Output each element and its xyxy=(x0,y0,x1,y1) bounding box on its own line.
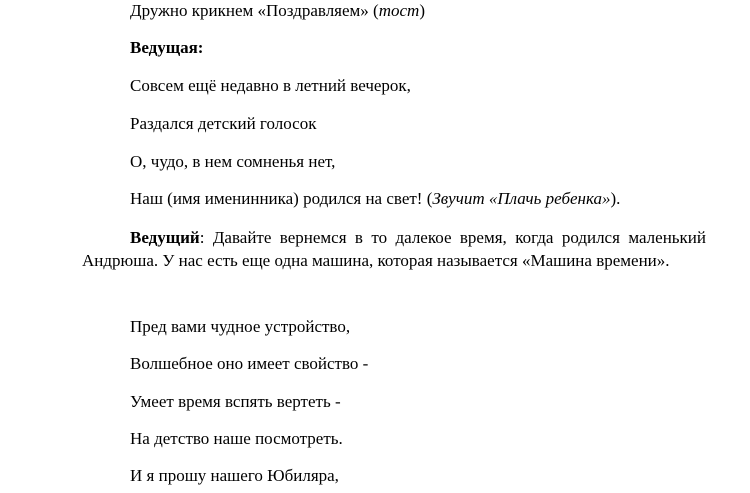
verse-line: Волшебное оно имеет свойство - xyxy=(130,354,369,373)
stage-direction: Звучит «Плачь ребенка» xyxy=(432,189,611,208)
poem-line: Раздался детский голосок xyxy=(130,114,317,133)
speaker-name: Ведущая: xyxy=(130,38,204,57)
verse-line: Умеет время вспять вертеть - xyxy=(130,392,341,411)
poem-line: Совсем ещё недавно в летний вечерок, xyxy=(130,76,411,95)
speaker-name: Ведущий xyxy=(130,228,200,247)
verse-line: Пред вами чудное устройство, xyxy=(130,317,351,336)
verse-line: На детство наше посмотреть. xyxy=(130,429,343,448)
toast-line xyxy=(130,1,425,21)
birth-line-close: ). xyxy=(610,189,621,208)
birth-line-text: Наш (имя именинника) родился на свет! ( xyxy=(130,189,433,208)
paragraph-text: : Давайте вернемся в то далекое время, когда родился маленький Андрюша. У нас есть еще одна машина, которая называется «Машина времени». xyxy=(82,228,706,270)
toast-line-text: Дружно крикнем «Поздравляем» ( xyxy=(130,1,379,20)
poem-line: О, чудо, в нем сомненья нет, xyxy=(130,152,336,171)
host-paragraph xyxy=(82,226,706,272)
toast-line-close: ) xyxy=(419,1,425,20)
speaker-heading xyxy=(130,38,203,58)
verse-line: И я прошу нашего Юбиляра, xyxy=(130,466,339,485)
stage-direction: тост xyxy=(378,1,420,20)
birth-line xyxy=(130,189,620,209)
